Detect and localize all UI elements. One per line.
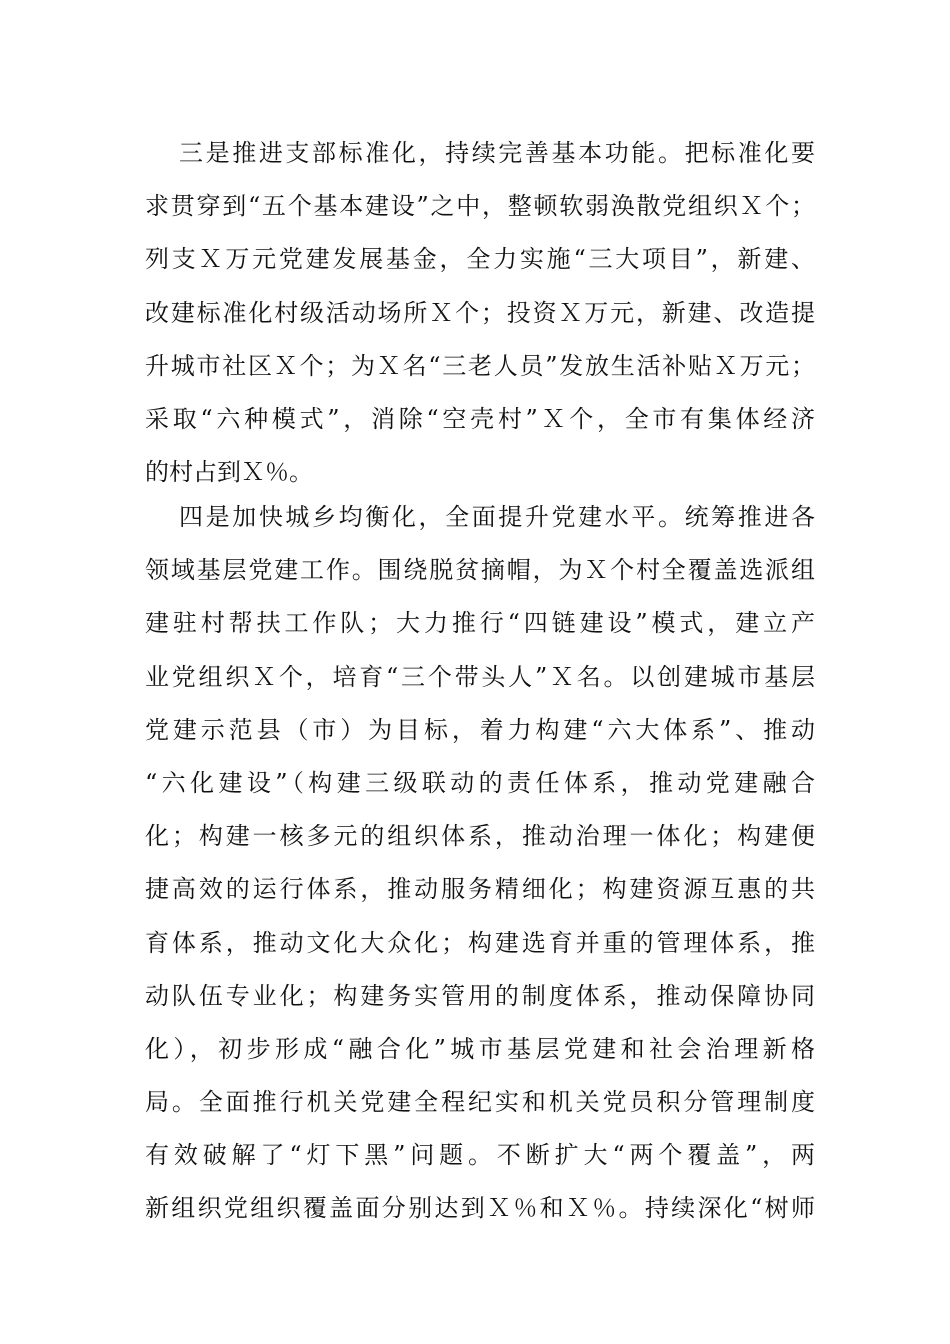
text-line: 化），初步形成“融合化”城市基层党建和社会治理新格 [145, 1034, 815, 1063]
text-line: 捷高效的运行体系，推动服务精细化；构建资源互惠的共 [145, 875, 815, 904]
text-line: 领域基层党建工作。围绕脱贫摘帽，为Ｘ个村全覆盖选派组 [145, 556, 815, 585]
text-line: 业党组织Ｘ个，培育“三个带头人”Ｘ名。以创建城市基层 [145, 662, 815, 691]
text-line: 动队伍专业化；构建务实管用的制度体系，推动保障协同 [145, 981, 815, 1010]
text-line: 改建标准化村级活动场所Ｘ个；投资Ｘ万元，新建、改造提 [145, 298, 815, 327]
text-line: 采取“六种模式”，消除“空壳村”Ｘ个，全市有集体经济 [145, 404, 815, 433]
text-line: 局。全面推行机关党建全程纪实和机关党员积分管理制度 [145, 1088, 815, 1117]
text-line: 化；构建一核多元的组织体系，推动治理一体化；构建便 [145, 822, 815, 851]
text-line: 建驻村帮扶工作队；大力推行“四链建设”模式，建立产 [145, 609, 815, 638]
text-line: 四是加快城乡均衡化，全面提升党建水平。统筹推进各 [179, 503, 815, 531]
text-line: 育体系，推动文化大众化；构建选育并重的管理体系，推 [145, 928, 815, 957]
text-line: 求贯穿到“五个基本建设”之中，整顿软弱涣散党组织Ｘ个； [145, 192, 815, 221]
paragraph-urban-rural-balance [145, 491, 815, 1236]
text-line: “六化建设”（构建三级联动的责任体系，推动党建融合 [145, 768, 815, 797]
text-line: 新组织党组织覆盖面分别达到Ｘ％和Ｘ％。持续深化“树师 [145, 1194, 815, 1223]
text-line: 有效破解了“灯下黑”问题。不断扩大“两个覆盖”，两 [145, 1141, 815, 1170]
text-line: 的村占到Ｘ％。 [145, 458, 313, 487]
text-line: 三是推进支部标准化，持续完善基本功能。把标准化要 [179, 139, 815, 167]
text-line: 列支Ｘ万元党建发展基金，全力实施“三大项目”，新建、 [145, 245, 815, 274]
text-line: 党建示范县（市）为目标，着力构建“六大体系”、推动 [145, 715, 815, 744]
text-line: 升城市社区Ｘ个；为Ｘ名“三老人员”发放生活补贴Ｘ万元； [145, 351, 815, 380]
paragraph-standardization [145, 127, 815, 499]
